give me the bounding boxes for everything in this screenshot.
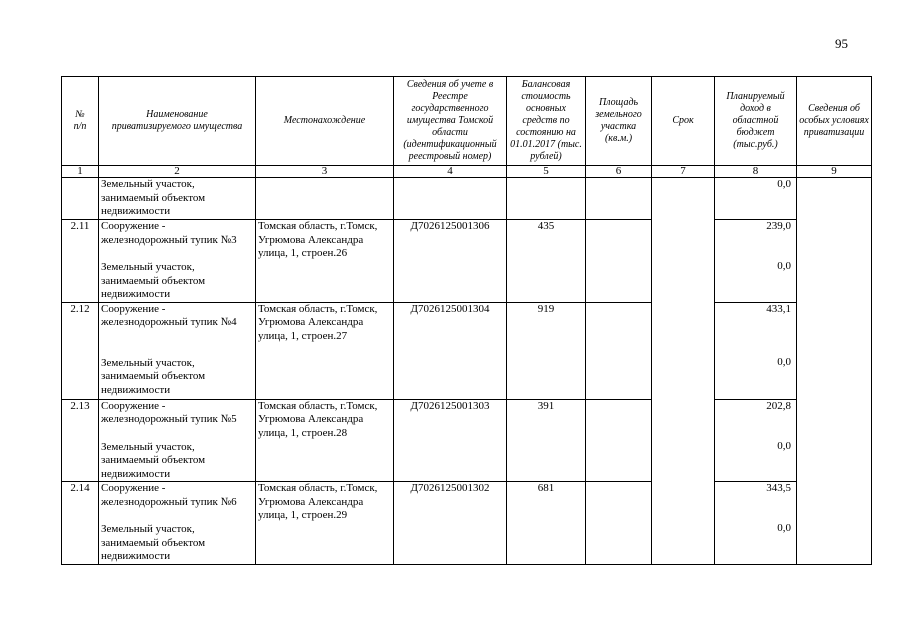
header-cell-registry: Сведения об учете в Реестре государственного имущества Томской области (идентификационный реестровый номер)	[394, 77, 507, 166]
page-number: 95	[835, 36, 848, 51]
income-cell	[715, 220, 797, 303]
column-number: 3	[256, 166, 394, 178]
name-cell	[99, 302, 256, 399]
income-land: 0,0	[777, 260, 791, 272]
balance-cell: 435	[507, 220, 586, 303]
land-text: Земельный участок, занимаемый объектом недвижимости	[101, 261, 206, 300]
name-cell	[99, 178, 256, 220]
structure-text: Сооружение - железнодорожный тупик №3	[101, 220, 237, 246]
location-cell: Томская область, г.Томск, Угрюмова Александра улица, 1, строен.28	[256, 399, 394, 482]
income-land: 0,0	[777, 522, 791, 534]
column-number-row	[62, 166, 872, 178]
header-row	[62, 77, 872, 166]
column-number: 5	[507, 166, 586, 178]
table-row	[62, 220, 872, 303]
balance-cell: 681	[507, 482, 586, 565]
land-text: Земельный участок, занимаемый объектом недвижимости	[101, 523, 206, 562]
header-cell-num: № п/п	[62, 77, 99, 166]
income-structure: 239,0	[766, 220, 791, 232]
location-cell	[256, 178, 394, 220]
privatization-table	[61, 76, 872, 565]
income-structure: 343,5	[766, 482, 791, 494]
table-row	[62, 399, 872, 482]
area-cell	[586, 302, 652, 399]
area-cell	[586, 178, 652, 220]
location-cell: Томская область, г.Томск, Угрюмова Александра улица, 1, строен.27	[256, 302, 394, 399]
income-cell	[715, 302, 797, 399]
income-structure: 433,1	[766, 302, 791, 315]
table-row	[62, 302, 872, 399]
income-cell	[715, 178, 797, 220]
table-row	[62, 482, 872, 565]
balance-cell: 919	[507, 302, 586, 399]
area-cell	[586, 482, 652, 565]
location-cell: Томская область, г.Томск, Угрюмова Александра улица, 1, строен.29	[256, 482, 394, 565]
term-cell	[652, 178, 715, 565]
header-cell-location: Местонахождение	[256, 77, 394, 166]
income-structure: 202,8	[766, 399, 791, 412]
name-cell	[99, 482, 256, 565]
column-number: 7	[652, 166, 715, 178]
registry-cell: Д7026125001304	[394, 302, 507, 399]
header-cell-term: Срок	[652, 77, 715, 166]
table-row-continuation	[62, 178, 872, 220]
land-text: Земельный участок, занимаемый объектом недвижимости	[101, 356, 206, 396]
income-land: 0,0	[777, 355, 791, 368]
name-cell	[99, 399, 256, 482]
num-cell: 2.11	[62, 220, 99, 303]
land-text: Земельный участок, занимаемый объектом недвижимости	[101, 178, 206, 217]
income-cell	[715, 399, 797, 482]
structure-text: Сооружение - железнодорожный тупик №5	[101, 399, 237, 425]
location-cell: Томская область, г.Томск, Угрюмова Александра улица, 1, строен.26	[256, 220, 394, 303]
structure-text: Сооружение - железнодорожный тупик №6	[101, 482, 237, 508]
header-cell-conditions: Сведения об особых условиях приватизации	[797, 77, 872, 166]
column-number: 1	[62, 166, 99, 178]
area-cell	[586, 220, 652, 303]
column-number: 2	[99, 166, 256, 178]
column-number: 9	[797, 166, 872, 178]
area-cell	[586, 399, 652, 482]
balance-cell	[507, 178, 586, 220]
header-cell-name: Наименование приватизируемого имущества	[99, 77, 256, 166]
conditions-cell	[797, 178, 872, 565]
structure-text: Сооружение - железнодорожный тупик №4	[101, 302, 237, 328]
column-number: 4	[394, 166, 507, 178]
registry-cell: Д7026125001303	[394, 399, 507, 482]
header-cell-balance: Балансовая стоимость основных средств по состоянию на 01.01.2017 (тыс. рублей)	[507, 77, 586, 166]
income-cell	[715, 482, 797, 565]
column-number: 8	[715, 166, 797, 178]
land-text: Земельный участок, занимаемый объектом недвижимости	[101, 440, 206, 480]
num-cell: 2.14	[62, 482, 99, 565]
header-cell-income: Планируемый доход в областной бюджет (тыс.руб.)	[715, 77, 797, 166]
column-number: 6	[586, 166, 652, 178]
header-cell-area: Площадь земельного участка (кв.м.)	[586, 77, 652, 166]
income-land: 0,0	[777, 439, 791, 452]
registry-cell	[394, 178, 507, 220]
name-cell	[99, 220, 256, 303]
num-cell: 2.12	[62, 302, 99, 399]
registry-cell: Д7026125001306	[394, 220, 507, 303]
num-cell: 2.13	[62, 399, 99, 482]
registry-cell: Д7026125001302	[394, 482, 507, 565]
num-cell	[62, 178, 99, 220]
balance-cell: 391	[507, 399, 586, 482]
income-land: 0,0	[777, 178, 791, 190]
